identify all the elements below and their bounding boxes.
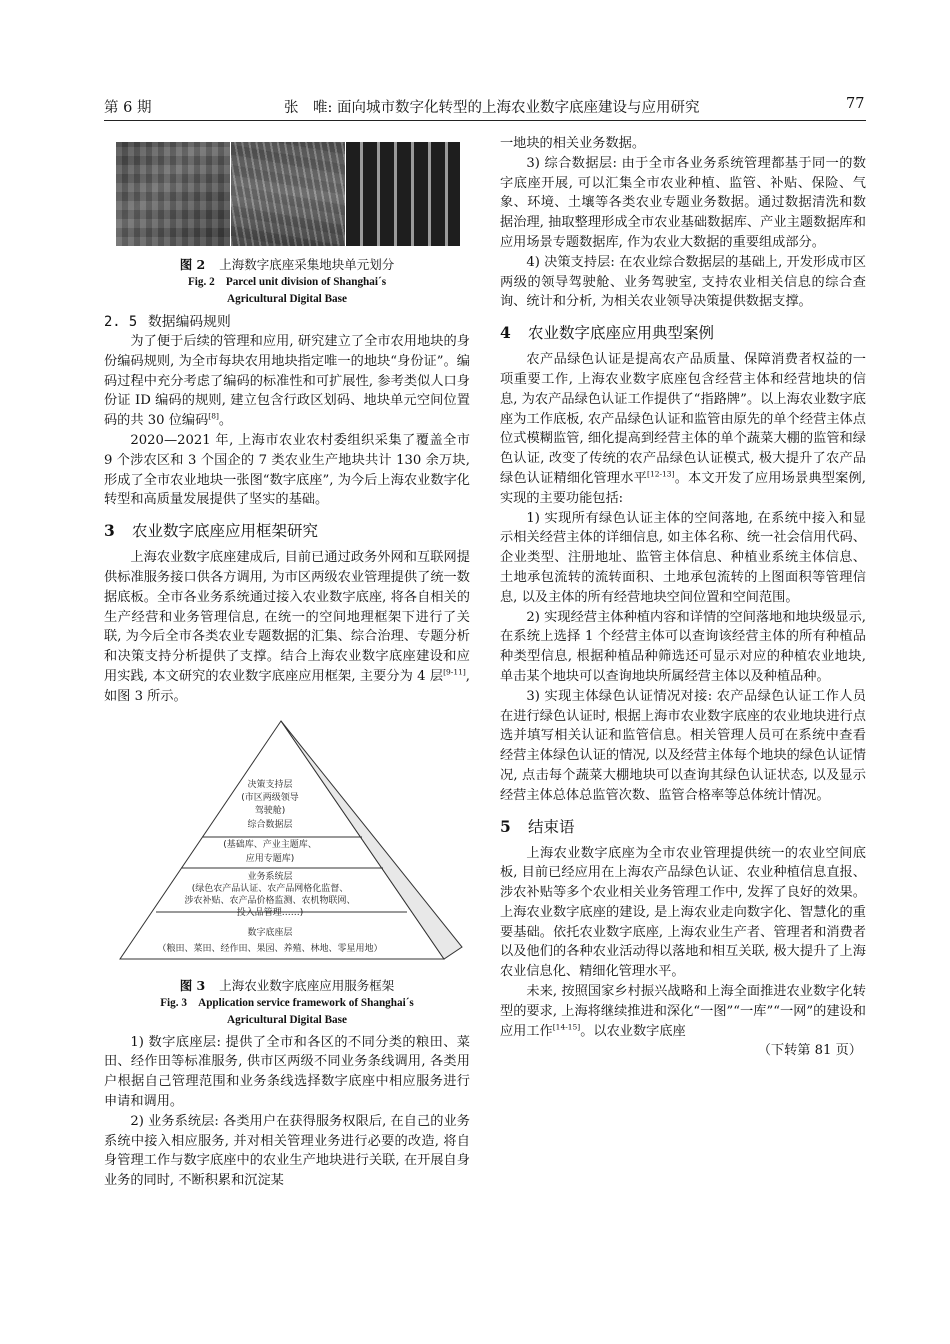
paragraph: 3) 实现主体绿色认证情况对接: 农产品绿色认证工作人员在进行绿色认证时, 根据上海市农业数字底座的农业地块进行点选并填写相关认证和监管信息。相关管理人员可在系统中查看经营主体绿色认证的情况, 以及经营主体每个地块的绿色认证情况, 点击每个蔬菜大棚地块可以查询其绿色认证状态, 以及显示经营主体总体总监管次数、监管合格率等总体统计情况。	[500, 688, 866, 803]
figure-2-caption-cn: 图 2 上海数字底座采集地块单元划分	[179, 257, 395, 272]
paragraph: 2) 业务系统层: 各类用户在获得服务权限后, 在自己的业务系统中接入相应服务, 并对相关管理业务进行必要的改造, 将自身管理工作与数字底座中的农业生产地块进行关联, 在开展自身业务的同时, 不断积累和沉淀某	[104, 1113, 470, 1189]
paragraph: 上海农业数字底座建成后, 目前已通过政务外网和互联网提供标准服务接口供各方调用, 为市区两级农业管理提供了统一数据底板。全市各业务系统通过接入农业数字底座, 将各自相关的生产经营和业务管理信息, 在统一的空间地理框架下进行了关联, 为今后全市各类农业专题数据的汇集、综合治理、专题分析和决策支持分析提供了支撑。结合上海农业数字底座建设和应用实践, 本文研究的农业数字底座应用框架, 主要分为 4 层[9-11], 如图 3 所示。	[104, 550, 470, 704]
paragraph: 4) 决策支持层: 在农业综合数据层的基础上, 开发形成市区两级的领导驾驶舱、业务驾驶室, 支持农业相关信息的综合查询、统计和分析, 为相关农业领导决策提供数据支撑。	[500, 254, 866, 310]
layer-data-desc: (基础库、产业主题库、	[223, 839, 317, 850]
section-5-heading: 5 结束语	[500, 816, 575, 836]
layer-business-title: 业务系统层	[247, 871, 293, 882]
section-2-5-heading: 2. 5 数据编码规则	[104, 314, 231, 330]
figure-3-caption-en-line2: Agricultural Digital Base	[227, 1013, 347, 1026]
layer-data-desc: 应用专题库)	[245, 853, 295, 864]
pyramid-diagram	[104, 715, 470, 973]
aerial-image-2	[231, 142, 346, 246]
figure-3-caption-cn: 图 3 上海农业数字底座应用服务框架	[179, 977, 395, 993]
section-4-heading: 4 农业数字底座应用典型案例	[500, 323, 715, 343]
paragraph: 3) 综合数据层: 由于全市各业务系统管理都基于同一的数字底座开展, 可以汇集全市农业种植、监管、补贴、保险、气象、环境、土壤等各类农业专题业务数据。通过数据清洗和数据治理, 抽取整理形成全市农业基础数据库、产业主题数据库和应用场景专题数据库, 作为农业大数据的重要组成部分。	[500, 155, 866, 250]
continued-note: （下转第 81 页）	[757, 1043, 862, 1059]
paragraph: 上海农业数字底座为全市农业管理提供统一的农业空间底板, 目前已经应用在上海农产品绿色认证、农业种植信息直报、涉农补贴等多个农业相关业务管理工作中, 发挥了良好的效果。上海农业数字底座的建设, 是上海农业走向数字化、智慧化的重要基础。依托农业数字底座, 上海农业生产者、管理者和消费者以及他们的各种农业活动得以落地和相互关联, 极大提升了上海农业信息化、精细化管理水平。	[500, 845, 866, 980]
layer-base-desc: （粮田、菜田、经作田、果园、养殖、林地、零星用地）	[157, 943, 383, 954]
paragraph: 1) 实现所有绿色认证主体的空间落地, 在系统中接入和显示相关经营主体的详细信息, 如主体名称、统一社会信用代码、企业类型、注册地址、监管主体信息、种植业系统主体信息、土地承包流转的流转面积、土地承包流转的上图面积等管理信息, 以及主体的所有经营地块空间位置和空间范围。	[500, 510, 866, 605]
layer-business-desc: 涉农补贴、农产品价格监测、农机物联网、	[184, 895, 356, 906]
layer-data-title: 综合数据层	[247, 819, 293, 830]
header-rule	[104, 120, 866, 121]
left-column	[104, 134, 470, 1191]
paragraph: 2) 实现经营主体种植内容和详情的空间落地和地块级显示, 在系统上选择 1 个经营主体可以查询该经营主体的所有种植品种类型信息, 根据种植品种筛选还可显示对应的种植农业地块, 单击某个地块可以查询地块所属经营主体以及种植品种。	[500, 609, 866, 684]
paragraph: 农产品绿色认证是提高农产品质量、保障消费者权益的一项重要工作, 上海农业数字底座包含经营主体和经营地块的信息, 为农产品绿色认证工作提供了“指路牌”。以上海农业数字底座为工作底板, 农产品绿色认证和监管由原先的单个经营主体点位式模糊监管, 细化提高到经营主体的单个蔬菜大棚的监管和绿色认证, 改变了传统的农产品绿色认证模式, 极大提升了农产品绿色认证精细化管理水平[12-13]。本文开发了应用场景典型案例, 实现的主要功能包括:	[500, 352, 866, 506]
paragraph: 为了便于后续的管理和应用, 研究建立了全市农用地块的身份编码规则, 为全市每块农用地块指定唯一的地块“身份证”。编码过程中充分考虑了编码的标准性和可扩展性, 参考类似人口身份证 ID 编码的规则, 建立包含行政区划码、地块单元空间位置码的共 30 位编码[8]。	[104, 334, 470, 429]
paragraph: 2020—2021 年, 上海市农业农村委组织采集了覆盖全市 9 个涉农区和 3 个国企的 7 类农业生产地块共计 130 余万块, 形成了全市农业地块一张图“数字底座”, 为今后上海农业数字化转型和高质量发展提供了坚实的基础。	[104, 432, 470, 508]
section-3-heading: 3 农业数字底座应用框架研究	[104, 521, 319, 541]
header-title: 张 唯: 面向城市数字化转型的上海农业数字底座建设与应用研究	[284, 100, 700, 116]
figure-3-caption-en-line1: Fig. 3 Application service framework of Shanghai´s	[160, 996, 414, 1009]
layer-base-title: 数字底座层	[247, 927, 293, 938]
layer-business-desc: 投入品管理……)	[236, 907, 304, 918]
figure-2-caption-en-line1: Fig. 2 Parcel unit division of Shanghai´s	[187, 276, 387, 288]
layer-decision-desc: (市区两级领导	[241, 792, 299, 803]
figure-2-images	[116, 142, 460, 246]
aerial-image-1	[116, 142, 231, 246]
layer-business-desc: (绿色农产品认证、农产品网格化监督、	[191, 883, 349, 894]
paragraph: 一地块的相关业务数据。	[500, 136, 646, 151]
paragraph: 未来, 按照国家乡村振兴战略和上海全面推进农业数字化转型的要求, 上海将继续推进和深化“一图”“一库”“一网”的建设和应用工作[14-15]。以农业数字底座	[500, 984, 866, 1039]
layer-decision-title: 决策支持层	[247, 779, 293, 790]
figure-3-pyramid	[104, 715, 470, 973]
header-issue: 第 6 期	[104, 100, 152, 116]
aerial-image-3	[346, 142, 460, 246]
layer-decision-desc: 驾驶舱)	[254, 805, 286, 816]
right-column	[500, 134, 866, 1061]
paragraph: 1) 数字底座层: 提供了全市和各区的不同分类的粮田、菜田、经作田等标准服务, 供市区两级不同业务条线调用, 各类用户根据自己管理范围和业务条线选择数字底座中相应服务进行申请和调用。	[104, 1034, 470, 1109]
header-page-number: 77	[846, 96, 865, 112]
figure-2-caption-en-line2: Agricultural Digital Base	[227, 293, 347, 305]
